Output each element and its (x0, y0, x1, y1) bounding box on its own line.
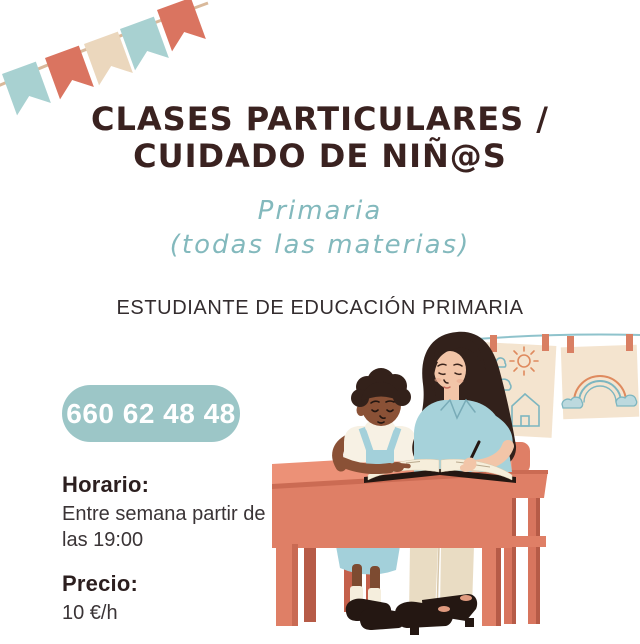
subtitle (0, 194, 640, 262)
clothespin-icon (567, 336, 574, 353)
bunting-flag-coral-1 (45, 46, 94, 100)
tagline: ESTUDIANTE DE EDUCACIÓN PRIMARIA (116, 297, 524, 319)
clothespin-icon (626, 334, 633, 351)
subtitle-line-1: Primaria (257, 196, 383, 226)
phone-badge (62, 385, 240, 442)
price-label: Precio: (62, 571, 138, 596)
schedule-line-1: Entre semana partir de (62, 503, 266, 525)
tutoring-illustration (260, 330, 640, 644)
price-value: 10 €/h (62, 602, 118, 624)
child-student (338, 368, 416, 466)
clothespin-icon (542, 334, 549, 351)
schedule-line-2: las 19:00 (62, 529, 144, 551)
teacher-legs (395, 546, 477, 635)
subtitle-line-2: (todas las materias) (169, 230, 471, 260)
title-line-1: CLASES PARTICULARES / (91, 100, 549, 138)
page-title (0, 101, 640, 175)
schedule-label: Horario: (62, 472, 150, 497)
title-line-2: CUIDADO DE NIÑ@S (133, 137, 507, 175)
phone-number: 660 62 48 48 (66, 397, 236, 429)
